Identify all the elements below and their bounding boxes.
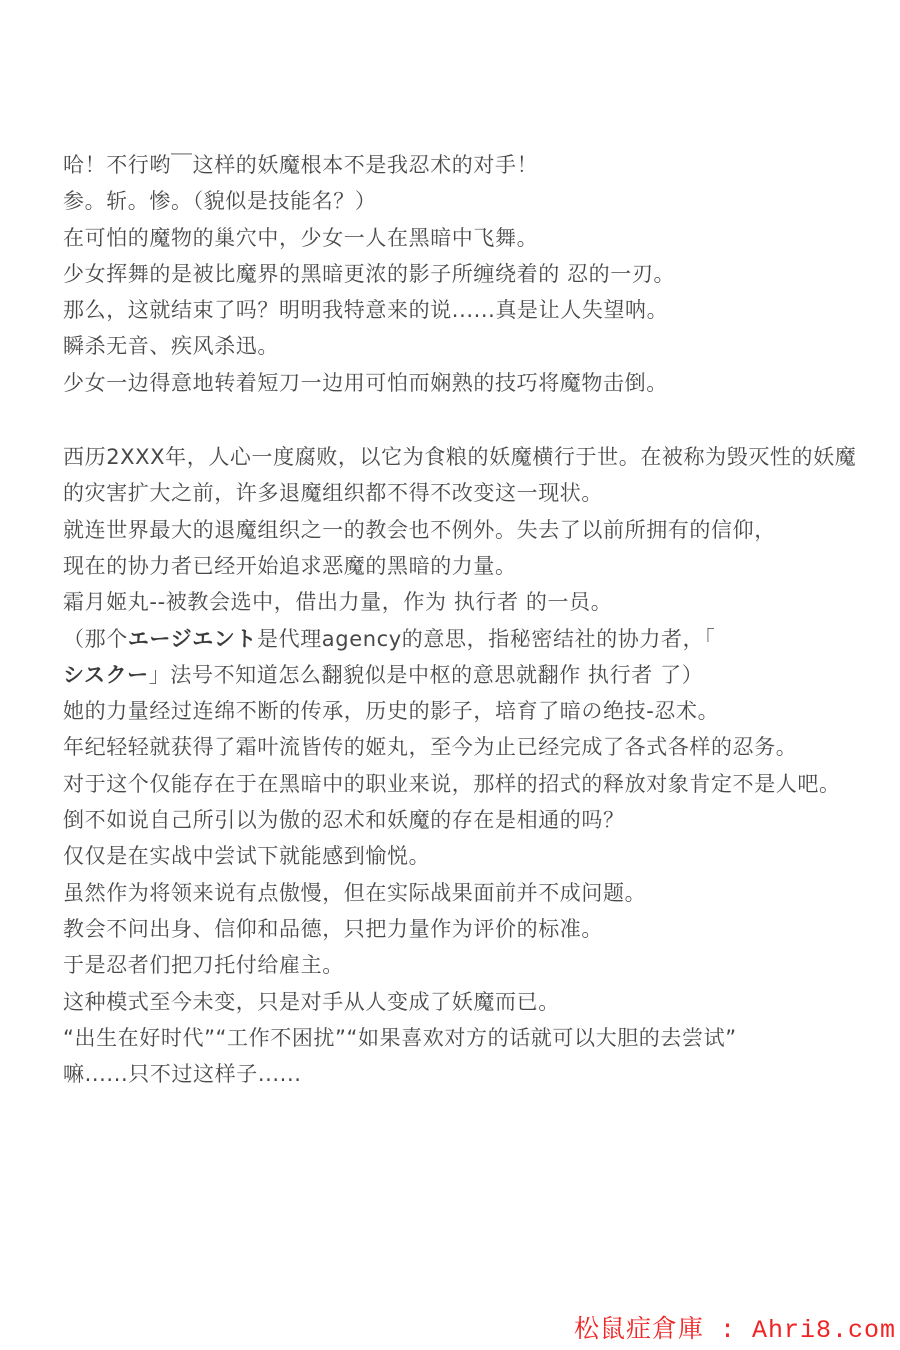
text-line: 嘛......只不过这样子......	[63, 1062, 302, 1087]
paragraph-2	[63, 439, 864, 1092]
text-line: 参。斩。惨。（貌似是技能名？）	[63, 189, 377, 214]
text-segment: （那个	[63, 626, 128, 651]
text-line: 少女一边得意地转着短刀一边用可怕而娴熟的技巧将魔物击倒。	[63, 370, 668, 395]
bold-term: エージエント	[127, 626, 257, 651]
text-line	[63, 657, 864, 693]
text-line: 年纪轻轻就获得了霜叶流皆传的姬丸，至今为止已经完成了各式各样的忍务。	[63, 735, 798, 760]
text-line: 瞬杀无音、疾风杀迅。	[63, 334, 279, 359]
text-line: 少女挥舞的是被比魔界的黑暗更浓的影子所缠绕着的 忍的一刃。	[63, 261, 676, 286]
text-line: 对于这个仅能存在于在黑暗中的职业来说，那样的招式的释放对象肯定不是人吧。	[63, 771, 841, 796]
text-segment: 是代理agency的意思，指秘密结社的协力者，「	[257, 626, 716, 651]
text-line: “出生在好时代”“工作不困扰”“如果喜欢对方的话就可以大胆的去尝试”	[63, 1025, 737, 1050]
text-line: 的灾害扩大之前，许多退魔组织都不得不改变这一现状。	[63, 481, 603, 506]
text-line: 在可怕的魔物的巢穴中，少女一人在黑暗中飞舞。	[63, 225, 539, 250]
text-line: 霜月姬丸--被教会选中，借出力量，作为 执行者 的一员。	[63, 590, 613, 615]
text-line: 那么，这就结束了吗？明明我特意来的说......真是让人失望呐。	[63, 298, 669, 323]
text-line: 就连世界最大的退魔组织之一的教会也不例外。失去了以前所拥有的信仰，	[63, 517, 776, 542]
bold-term: シスクー	[63, 662, 149, 687]
paragraph-1	[63, 147, 864, 401]
text-line: 这种模式至今未变，只是对手从人变成了妖魔而已。	[63, 989, 560, 1014]
text-segment: 」法号不知道怎么翻貌似是中枢的意思就翻作 执行者 了）	[148, 662, 704, 687]
text-line: 教会不问出身、信仰和品德，只把力量作为评价的标准。	[63, 916, 603, 941]
text-line: 于是忍者们把刀托付给雇主。	[63, 953, 344, 978]
text-line: 虽然作为将领来说有点傲慢，但在实际战果面前并不成问题。	[63, 880, 647, 905]
text-line	[63, 621, 864, 657]
watermark-footer: 松鼠症倉庫 : Ahri8.com	[573, 1316, 896, 1345]
text-line: 现在的协力者已经开始追求恶魔的黑暗的力量。	[63, 553, 517, 578]
text-line: 她的力量经过连绵不断的传承，历史的影子，培育了暗の绝技-忍术。	[63, 699, 720, 724]
text-line: 哈！不行哟￣这样的妖魔根本不是我忍术的对手！	[63, 153, 539, 177]
text-line: 倒不如说自己所引以为傲的忍术和妖魔的存在是相通的吗？	[63, 808, 625, 833]
text-line: 仅仅是在实战中尝试下就能感到愉悦。	[63, 844, 431, 869]
text-line: 西历2XXX年，人心一度腐败，以它为食粮的妖魔横行于世。在被称为毁灭性的妖魔	[63, 445, 857, 470]
